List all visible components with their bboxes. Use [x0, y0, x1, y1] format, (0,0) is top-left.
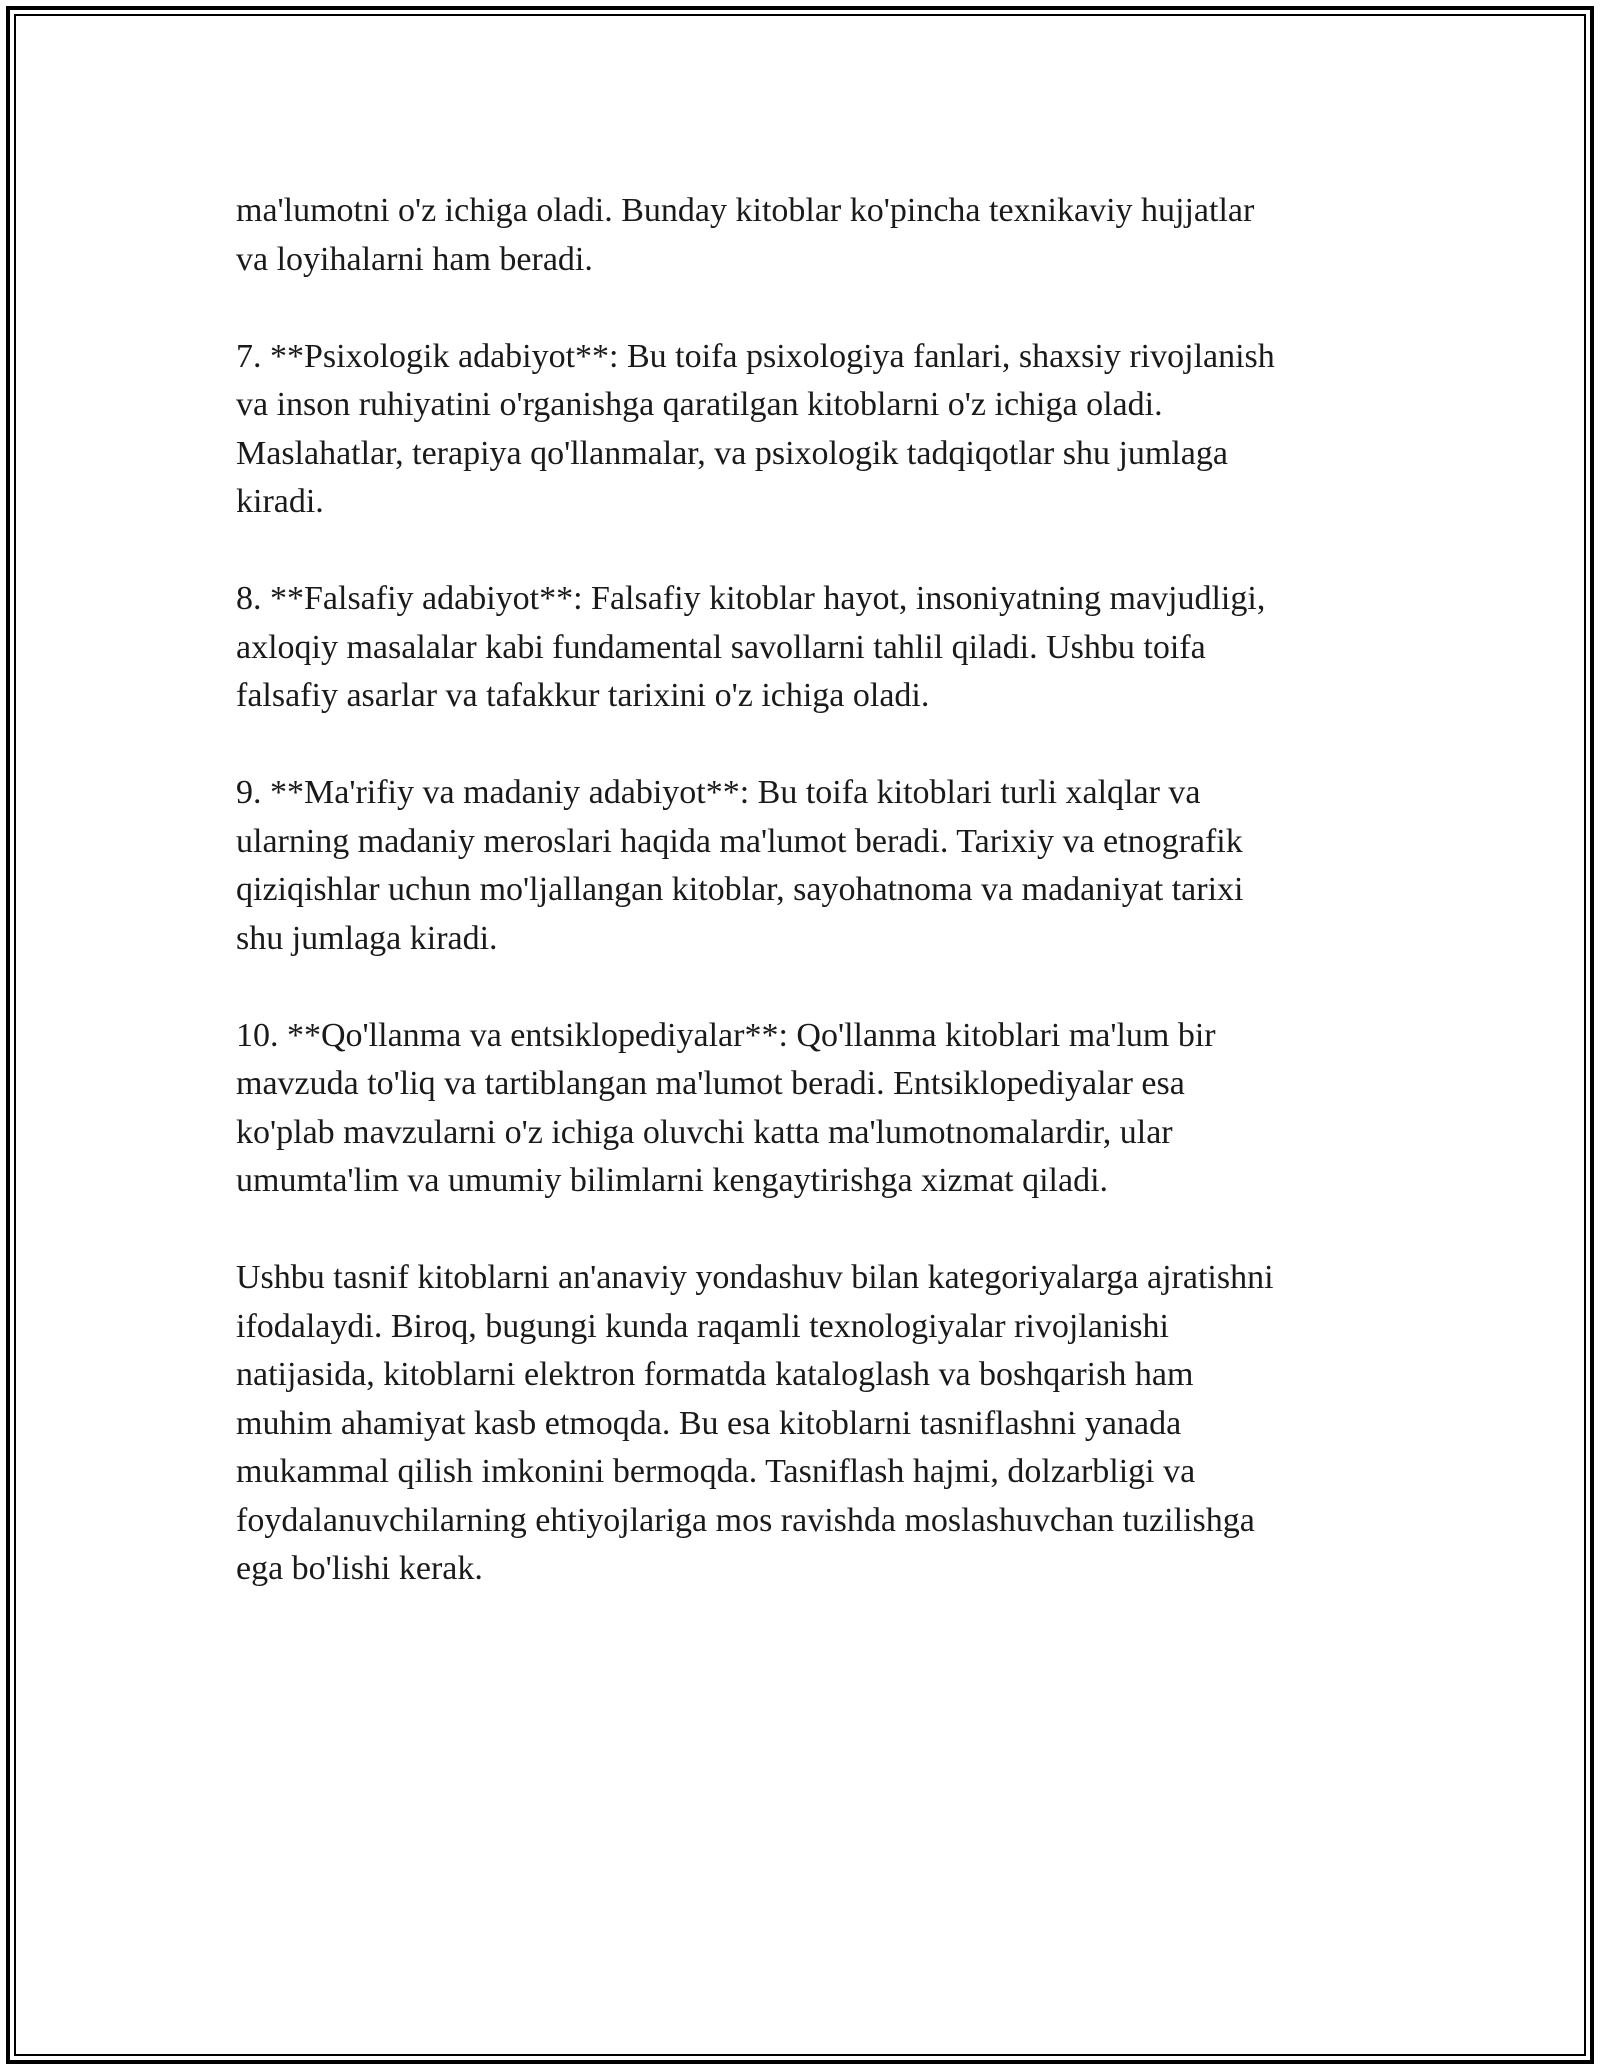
paragraph-item-10-qollanma-entsiklopediyalar: 10. **Qo'llanma va entsiklopediyalar**: Qo'llanma kitoblari ma'lum bir mavzuda to'liq va tartiblangan ma'lumot beradi. Entsiklopediyalar esa ko'plab mavzularni o'z ichiga oluvchi katta ma'lumotnomalardir, ular umumta'lim va umumiy bilimlarni kengaytirishga xizmat qiladi.: [236, 1016, 1216, 1199]
paragraph-item-9-marifiy-madaniy-adabiyot: 9. **Ma'rifiy va madaniy adabiyot**: Bu toifa kitoblari turli xalqlar va ularning madaniy meroslari haqida ma'lumot beradi. Tarixiy va etnografik qiziqishlar uchun mo'ljallangan kitoblar, sayohatnoma va madaniyat tarixi shu jumlaga kiradi.: [236, 774, 1244, 957]
paragraph-item-7-psixologik-adabiyot: 7. **Psixologik adabiyot**: Bu toifa psixologiya fanlari, shaxsiy rivojlanish va inson ruhiyatini o'rganishga qaratilgan kitoblarni o'z ichiga oladi. Maslahatlar, terapiya qo'llanmalar, va psixologik tadqiqotlar shu jumlaga kiradi.: [236, 337, 1275, 520]
document-body: [236, 187, 1396, 1594]
paragraph-continuation: ma'lumotni o'z ichiga oladi. Bunday kitoblar ko'pincha texnikaviy hujjatlar va loyihalarni ham beradi.: [236, 192, 1255, 278]
paragraph-item-8-falsafiy-adabiyot: 8. **Falsafiy adabiyot**: Falsafiy kitoblar hayot, insoniyatning mavjudligi, axloqiy masalalar kabi fundamental savollarni tahlil qiladi. Ushbu toifa falsafiy asarlar va tafakkur tarixini o'z ichiga oladi.: [236, 580, 1266, 714]
paragraph-conclusion: Ushbu tasnif kitoblarni an'anaviy yondashuv bilan kategoriyalarga ajratishni ifodalaydi. Biroq, bugungi kunda raqamli texnologiyalar rivojlanishi natijasida, kitoblarni elektron formatda kataloglash va boshqarish ham muhim ahamiyat kasb etmoqda. Bu esa kitoblarni tasniflashni yanada mukammal qilish imkonini bermoqda. Tasniflash hajmi, dolzarbligi va foydalanuvchilarning ehtiyojlariga mos ravishda moslashuvchan tuzilishga ega bo'lishi kerak.: [236, 1259, 1274, 1587]
